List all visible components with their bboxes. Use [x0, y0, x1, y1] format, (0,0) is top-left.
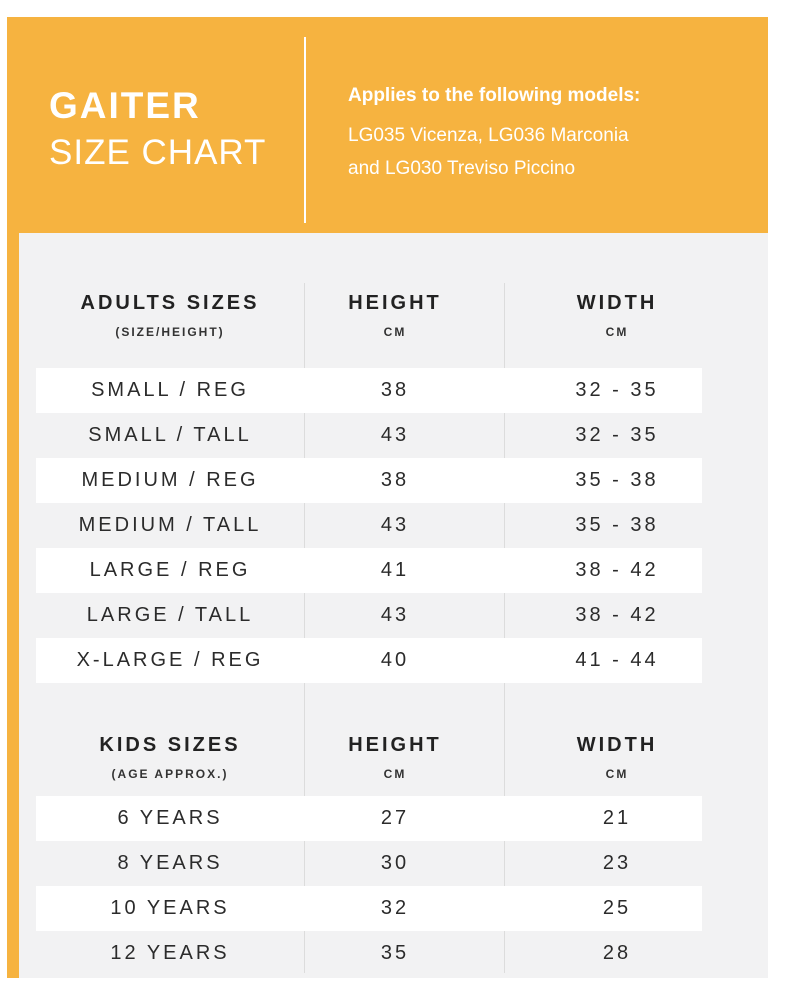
- height-cell: 40: [380, 649, 410, 671]
- height-cell: 43: [380, 514, 410, 536]
- size-cell: 6 YEARS: [117, 807, 223, 829]
- width-cell: 28: [602, 942, 632, 964]
- adults-height-header: [304, 293, 486, 338]
- column-label: WIDTH: [576, 292, 658, 314]
- table-row: [36, 841, 702, 886]
- kids-height-header: [304, 735, 486, 780]
- width-cell: 35 - 38: [575, 469, 659, 491]
- table-row: [36, 638, 702, 683]
- size-cell: MEDIUM / TALL: [78, 514, 262, 536]
- table-row: [36, 886, 702, 931]
- height-cell: 38: [380, 469, 410, 491]
- header-divider: [304, 37, 306, 223]
- height-cell: 32: [380, 897, 410, 919]
- kids-table: [36, 796, 702, 976]
- column-sublabel: CM: [383, 325, 407, 339]
- table-row: [36, 413, 702, 458]
- column-sublabel: (SIZE/HEIGHT): [115, 325, 225, 339]
- column-sublabel: CM: [605, 325, 629, 339]
- height-cell: 27: [380, 807, 410, 829]
- width-cell: 25: [602, 897, 632, 919]
- adults-width-header: [517, 293, 717, 338]
- table-row: [36, 548, 702, 593]
- table-row: [36, 593, 702, 638]
- size-chart-frame: [7, 17, 768, 978]
- column-sublabel: CM: [383, 767, 407, 781]
- size-table-panel: [19, 233, 768, 978]
- size-cell: SMALL / TALL: [88, 424, 252, 446]
- kids-width-header: [517, 735, 717, 780]
- width-cell: 41 - 44: [575, 649, 659, 671]
- table-row: [36, 458, 702, 503]
- height-cell: 41: [380, 559, 410, 581]
- width-cell: 35 - 38: [575, 514, 659, 536]
- column-sublabel: CM: [605, 767, 629, 781]
- column-label: HEIGHT: [348, 292, 442, 314]
- size-cell: 12 YEARS: [110, 942, 230, 964]
- size-cell: MEDIUM / REG: [81, 469, 259, 491]
- adults-table: [36, 368, 702, 683]
- kids-size-header: [36, 735, 304, 780]
- size-cell: LARGE / REG: [89, 559, 251, 581]
- table-row: [36, 368, 702, 413]
- size-cell: X-LARGE / REG: [76, 649, 264, 671]
- size-cell: SMALL / REG: [91, 379, 249, 401]
- height-cell: 43: [380, 604, 410, 626]
- table-row: [36, 503, 702, 548]
- height-cell: 30: [380, 852, 410, 874]
- models-line: LG035 Vicenza, LG036 Marconia: [348, 125, 629, 146]
- width-cell: 32 - 35: [575, 379, 659, 401]
- table-row: [36, 931, 702, 976]
- adults-size-header: [36, 293, 304, 338]
- chart-title: GAITER: [49, 85, 201, 126]
- size-cell: 8 YEARS: [117, 852, 223, 874]
- height-cell: 38: [380, 379, 410, 401]
- width-cell: 23: [602, 852, 632, 874]
- chart-header: [7, 17, 768, 233]
- width-cell: 21: [602, 807, 632, 829]
- column-label: HEIGHT: [348, 734, 442, 756]
- width-cell: 38 - 42: [575, 559, 659, 581]
- models-list: [348, 119, 748, 185]
- column-label: ADULTS SIZES: [80, 292, 260, 314]
- table-row: [36, 796, 702, 841]
- column-label: KIDS SIZES: [99, 734, 241, 756]
- column-sublabel: (AGE APPROX.): [111, 767, 229, 781]
- size-cell: 10 YEARS: [110, 897, 230, 919]
- column-label: WIDTH: [576, 734, 658, 756]
- height-cell: 35: [380, 942, 410, 964]
- models-line: and LG030 Treviso Piccino: [348, 158, 576, 179]
- chart-subtitle: SIZE CHART: [49, 133, 267, 172]
- size-cell: LARGE / TALL: [86, 604, 254, 626]
- width-cell: 32 - 35: [575, 424, 659, 446]
- applies-heading: Applies to the following models:: [348, 85, 641, 106]
- height-cell: 43: [380, 424, 410, 446]
- width-cell: 38 - 42: [575, 604, 659, 626]
